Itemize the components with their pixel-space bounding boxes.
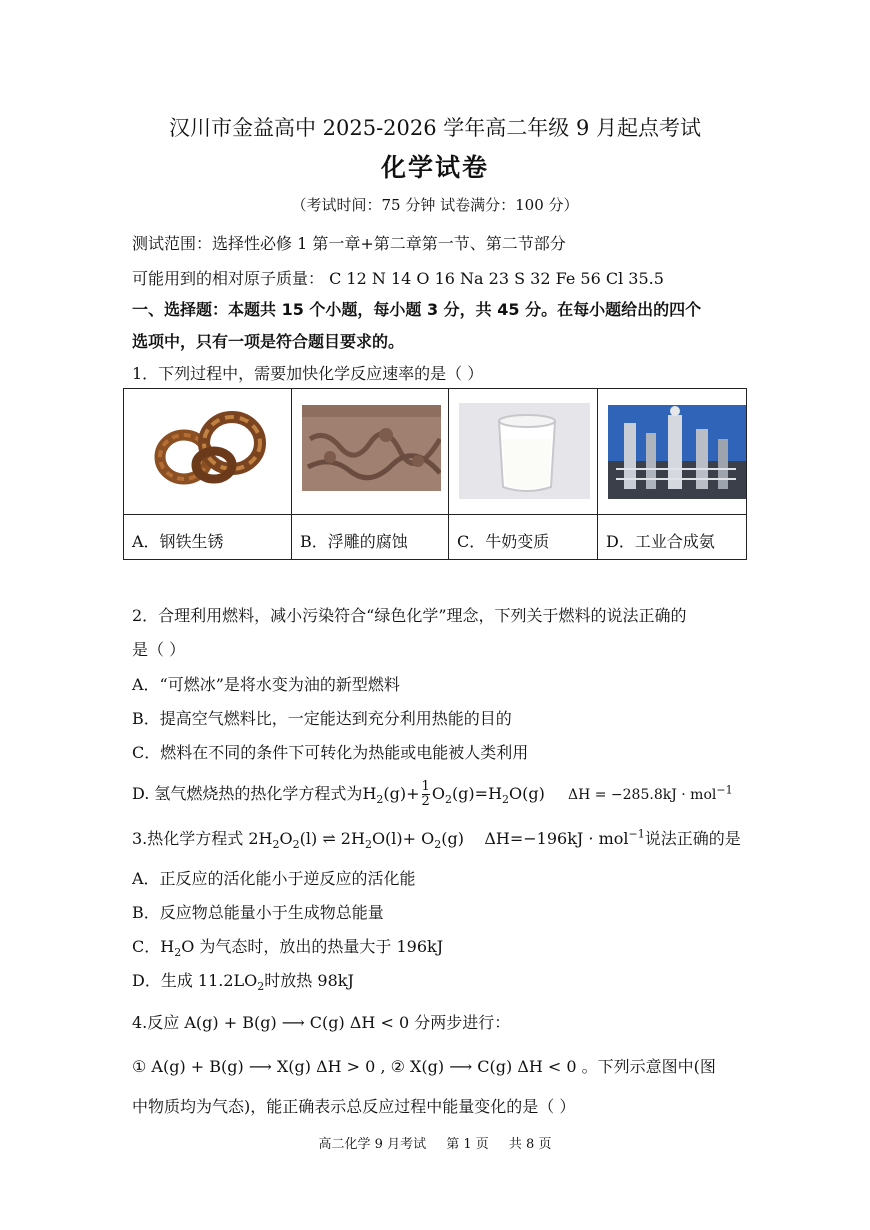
q2-option-d-prefix: D. 氢气燃烧热的热化学方程式为	[132, 784, 363, 803]
q2-option-a: A．“可燃冰”是将水变为油的新型燃料	[132, 675, 400, 694]
page-footer	[0, 1133, 870, 1152]
q4-line3: 中物质均为气态)，能正确表示总反应过程中能量变化的是（ ）	[132, 1097, 576, 1116]
q3-option-b: B．反应物总能量小于生成物总能量	[132, 903, 384, 922]
q1-option-a-label: A．钢铁生锈	[132, 532, 224, 551]
section-heading-line1: 一、选择题：本题共 15 个小题，每小题 3 分，共 45 分。在每小题给出的四个	[132, 300, 702, 319]
q1-option-c[interactable]	[449, 389, 598, 559]
q1-option-d-label: D．工业合成氨	[606, 532, 715, 551]
q4-line1: 4.反应 A(g) + B(g) ⟶ C(g) ΔH < 0 分两步进行：	[132, 1013, 511, 1032]
q2-stem-line2: 是（ ）	[132, 640, 186, 659]
rusty-steel-image	[132, 399, 283, 499]
q1-stem: 1．下列过程中，需要加快化学反应速率的是（ ）	[132, 364, 484, 383]
q1-options-table	[123, 388, 747, 560]
footer-page: 第 1 页	[446, 1137, 489, 1152]
q3-option-a: A．正反应的活化能小于逆反应的活化能	[132, 869, 416, 888]
q1-option-b[interactable]	[292, 389, 449, 559]
q2-option-c: C．燃料在不同的条件下可转化为热能或电能被人类利用	[132, 743, 529, 762]
q1-option-a[interactable]	[124, 389, 292, 559]
q2-d-equation: $H_2(g)+$ $\frac{1}{2}$ $O_2(g)=H_2O(g)$	[362, 779, 545, 809]
q2-option-d	[132, 780, 733, 809]
q1-option-c-label: C．牛奶变质	[457, 532, 550, 551]
q3-option-c: C．$H_2O$ 为气态时，放出的热量大于 196kJ	[132, 937, 444, 960]
atomic-masses: 可能用到的相对原子质量： C 12 N 14 O 16 Na 23 S 32 Fe 56 Cl 35.5	[132, 269, 664, 288]
exam-meta: （考试时间：75 分钟 试卷满分：100 分）	[291, 196, 579, 214]
q2-option-b: B．提高空气燃料比，一定能达到充分利用热能的目的	[132, 709, 512, 728]
q2-d-enthalpy: ΔH = −285.8kJ · mol$^{-1}$	[567, 783, 733, 803]
subject-title: 化学试卷	[380, 153, 489, 182]
relief-carving-image	[300, 399, 440, 499]
ammonia-plant-image	[606, 399, 740, 499]
q1-option-d[interactable]	[598, 389, 748, 559]
q4-line2: ① A(g) + B(g) ⟶ X(g) ΔH > 0 , ② X(g) ⟶ C(g) ΔH < 0 。下列示意图中(图	[132, 1057, 716, 1076]
q1-option-b-label: B．浮雕的腐蚀	[300, 532, 408, 551]
footer-total: 共 8 页	[508, 1137, 552, 1152]
test-scope: 测试范围：选择性必修 1 第一章+第二章第一节、第二节部分	[132, 234, 566, 253]
section-heading-line2: 选项中，只有一项是符合题目要求的。	[132, 332, 405, 351]
milk-glass-image	[457, 399, 589, 499]
q3-option-d: D．生成 $11.2LO_2$时放热 98kJ	[132, 971, 354, 994]
footer-course: 高二化学 9 月考试	[318, 1137, 427, 1152]
q3-stem: 3.热化学方程式 $2H_2O_2(l)$ ⇌ $2H_2O(l)+ O_2(g)$ ΔH=−196kJ · mol$^{-1}$说法正确的是	[132, 827, 741, 852]
q2-stem-line1: 2．合理利用燃料，减小污染符合“绿色化学”理念，下列关于燃料的说法正确的	[132, 606, 687, 625]
school-title: 汉川市金益高中 2025-2026 学年高二年级 9 月起点考试	[168, 116, 702, 140]
